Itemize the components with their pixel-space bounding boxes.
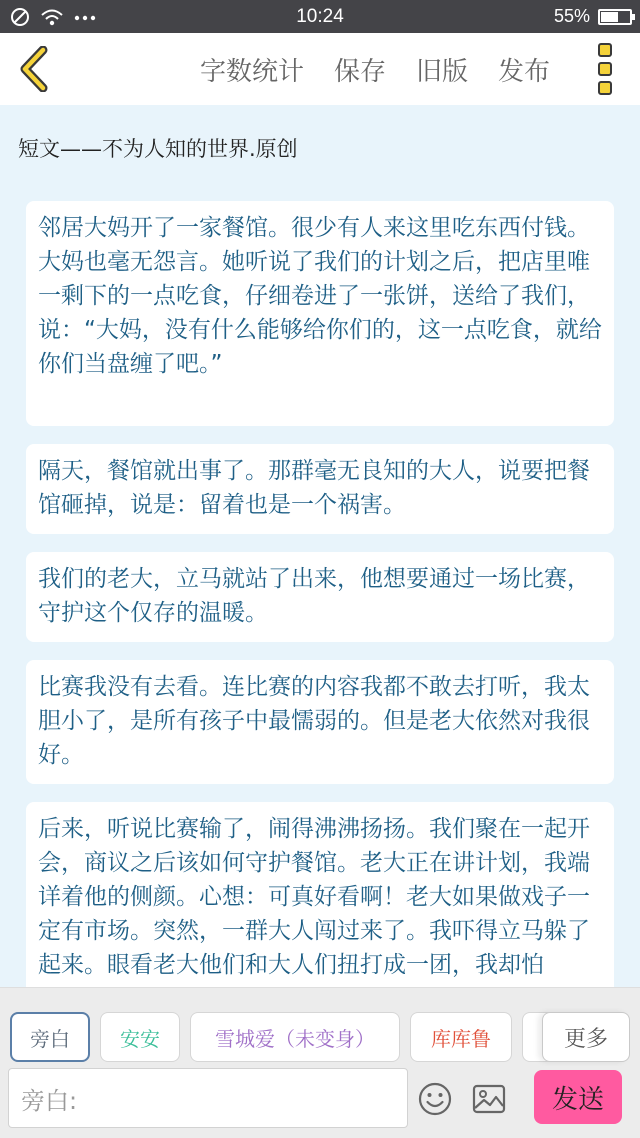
paragraph-card[interactable]: 隔天，餐馆就出事了。那群毫无良知的大人，说要把餐馆砸掉，说是：留着也是一个祸害。 bbox=[26, 444, 614, 534]
character-chip-narrator[interactable] bbox=[10, 1012, 90, 1062]
character-chip-label: 库库鲁 bbox=[431, 1026, 491, 1051]
publish-button[interactable]: 发布 bbox=[497, 56, 550, 87]
toolbar bbox=[0, 33, 640, 105]
toolbar-actions bbox=[200, 33, 550, 105]
menu-dot bbox=[598, 43, 612, 57]
save-button[interactable]: 保存 bbox=[333, 56, 386, 87]
send-button[interactable]: 发送 bbox=[534, 1070, 622, 1124]
word-count-button[interactable]: 字数统计 bbox=[199, 56, 304, 87]
document-title[interactable]: 短文——不为人知的世界.原创 bbox=[18, 137, 298, 161]
character-chip-label: 旁白 bbox=[30, 1026, 70, 1051]
composer-panel bbox=[0, 987, 640, 1138]
character-chip-kukulu[interactable] bbox=[410, 1012, 512, 1062]
message-input[interactable] bbox=[8, 1068, 408, 1128]
battery-icon bbox=[598, 9, 632, 25]
composer-input-row bbox=[0, 1068, 640, 1130]
menu-dot bbox=[598, 81, 612, 95]
status-time: 10:24 bbox=[296, 6, 344, 27]
battery-percent: 55% bbox=[553, 6, 590, 26]
character-chip-label: 雪城爱（未变身） bbox=[215, 1026, 375, 1051]
back-button[interactable] bbox=[14, 45, 54, 93]
character-chip-anan[interactable] bbox=[100, 1012, 180, 1062]
old-version-button[interactable]: 旧版 bbox=[415, 56, 468, 87]
paragraph-card[interactable]: 比赛我没有去看。连比赛的内容我都不敢去打听，我太胆小了，是所有孩子中最懦弱的。但是老大依然对我很好。 bbox=[26, 660, 614, 784]
editor-content[interactable] bbox=[0, 105, 640, 987]
paragraph-card[interactable]: 邻居大妈开了一家餐馆。很少有人来这里吃东西付钱。大妈也毫无怨言。她听说了我们的计划之后，把店里唯一剩下的一点吃食，仔细卷进了一张饼，送给了我们，说：“大妈，没有什么能够给你们的，这一点吃食，就给你们当盘缠了吧。” bbox=[26, 201, 614, 426]
character-chip-label: 安安 bbox=[120, 1026, 160, 1051]
character-chip-xuecheng-ai[interactable] bbox=[190, 1012, 400, 1062]
battery-fill bbox=[601, 12, 618, 22]
image-icon[interactable] bbox=[472, 1082, 506, 1116]
more-characters-button[interactable]: 更多 bbox=[542, 1012, 630, 1062]
status-right bbox=[554, 0, 632, 33]
message-input-placeholder: 旁白: bbox=[21, 1086, 78, 1115]
vertical-dots-menu-icon[interactable] bbox=[596, 43, 614, 95]
menu-dot bbox=[598, 62, 612, 76]
paragraph-card[interactable]: 后来，听说比赛输了，闹得沸沸扬扬。我们聚在一起开会，商议之后该如何守护餐馆。老大正在讲计划，我端详着他的侧颜。心想：可真好看啊！老大如果做戏子一定有市场。突然，一群大人闯过来了。我吓得立马躲了起来。眼看老大他们和大人们扭打成一团，我却怕 bbox=[26, 802, 614, 987]
status-bar bbox=[0, 0, 640, 33]
paragraph-card[interactable]: 我们的老大，立马就站了出来，他想要通过一场比赛，守护这个仅存的温暖。 bbox=[26, 552, 614, 642]
chevron-left-icon bbox=[17, 46, 51, 92]
smiley-face-icon[interactable] bbox=[418, 1082, 452, 1116]
